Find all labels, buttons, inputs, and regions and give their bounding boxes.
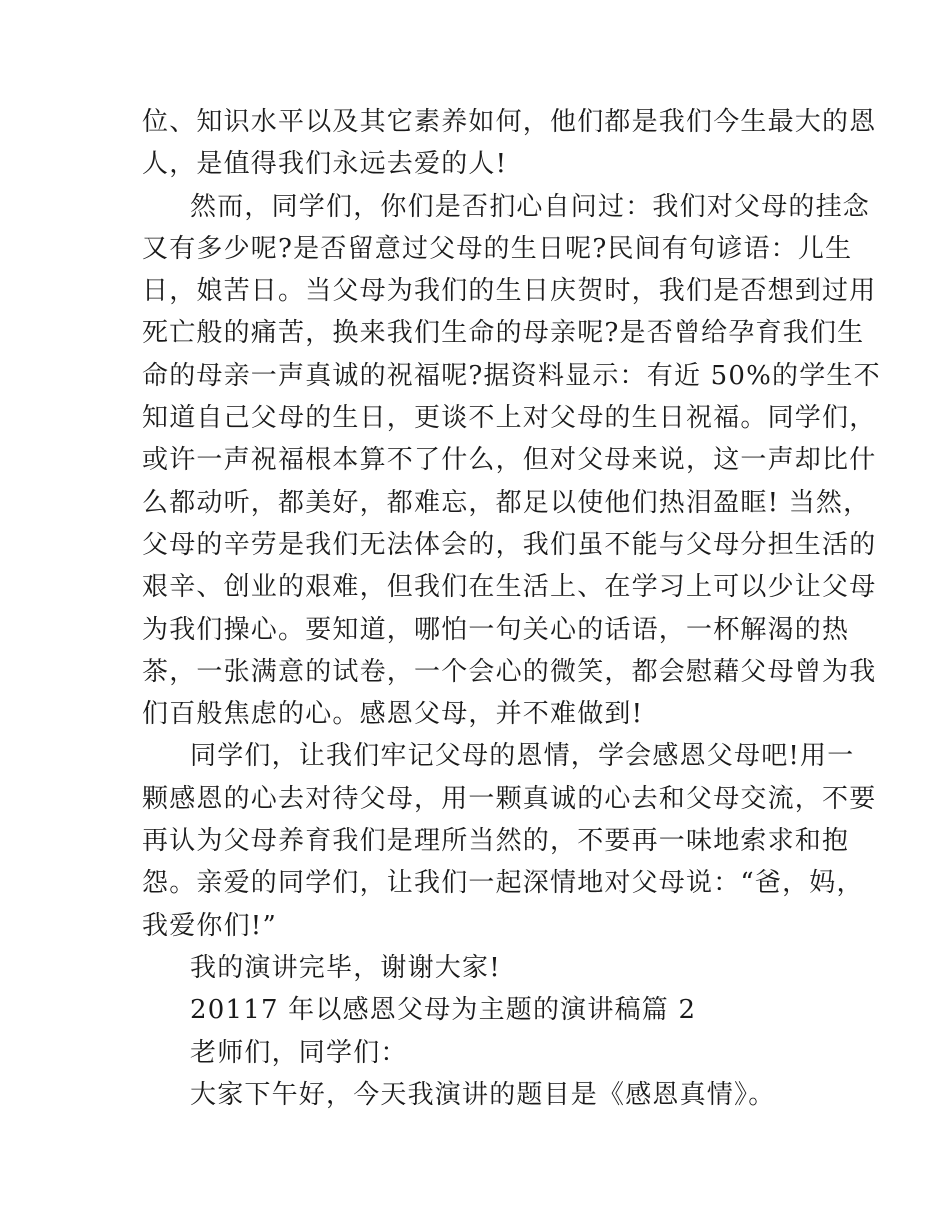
text-line: 们百般焦虑的心。感恩父母，并不难做到! — [142, 699, 644, 730]
text-line: 然而，同学们，你们是否扪心自问过：我们对父母的挂念 — [190, 191, 871, 222]
text-line: 怨。亲爱的同学们，让我们一起深情地对父母说：“爸，妈， — [142, 868, 864, 899]
text-line: 我爱你们!” — [142, 910, 277, 941]
closing-line: 我的演讲完毕，谢谢大家! — [190, 952, 501, 983]
text-line: 或许一声祝福根本算不了什么，但对父母来说，这一声却比什 — [142, 445, 877, 476]
text-line: 同学们，让我们牢记父母的恩情，学会感恩父母吧!用一 — [190, 741, 855, 772]
text-line: 艰辛、创业的艰难，但我们在生活上、在学习上可以少让父母 — [142, 572, 877, 603]
text-line: 颗感恩的心去对待父母，用一颗真诚的心去和父母交流，不要 — [142, 783, 877, 814]
text-line: 么都动听，都美好，都难忘，都足以使他们热泪盈眶! 当然， — [142, 487, 871, 518]
text-line: 位、知识水平以及其它素养如何，他们都是我们今生最大的恩 — [142, 107, 877, 137]
text-line: 茶，一张满意的试卷，一个会心的微笑，都会慰藉父母曾为我 — [142, 656, 877, 687]
text-line: 命的母亲一声真诚的祝福呢?据资料显示：有近 50%的学生不 — [142, 360, 881, 391]
section-heading: 20117 年以感恩父母为主题的演讲稿篇 2 — [190, 995, 697, 1026]
document-body — [142, 101, 881, 1116]
text-line: 死亡般的痛苦，换来我们生命的母亲呢?是否曾给孕育我们生 — [142, 318, 865, 349]
text-line: 再认为父母养育我们是理所当然的，不要再一味地索求和抱 — [142, 826, 850, 857]
text-line: 又有多少呢?是否留意过父母的生日呢?民间有句谚语：儿生 — [142, 233, 853, 264]
text-line: 为我们操心。要知道，哪怕一句关心的话语，一杯解渴的热 — [142, 614, 850, 645]
salutation: 老师们，同学们： — [190, 1037, 408, 1068]
text-line: 父母的辛劳是我们无法体会的，我们虽不能与父母分担生活的 — [142, 529, 877, 560]
text-line: 人，是值得我们永远去爱的人! — [142, 149, 508, 180]
text-line: 大家下午好，今天我演讲的题目是《感恩真情》。 — [190, 1079, 776, 1110]
text-line: 知道自己父母的生日，更谈不上对父母的生日祝福。同学们， — [142, 403, 877, 434]
text-line: 日，娘苦日。当父母为我们的生日庆贺时，我们是否想到过用 — [142, 276, 877, 307]
